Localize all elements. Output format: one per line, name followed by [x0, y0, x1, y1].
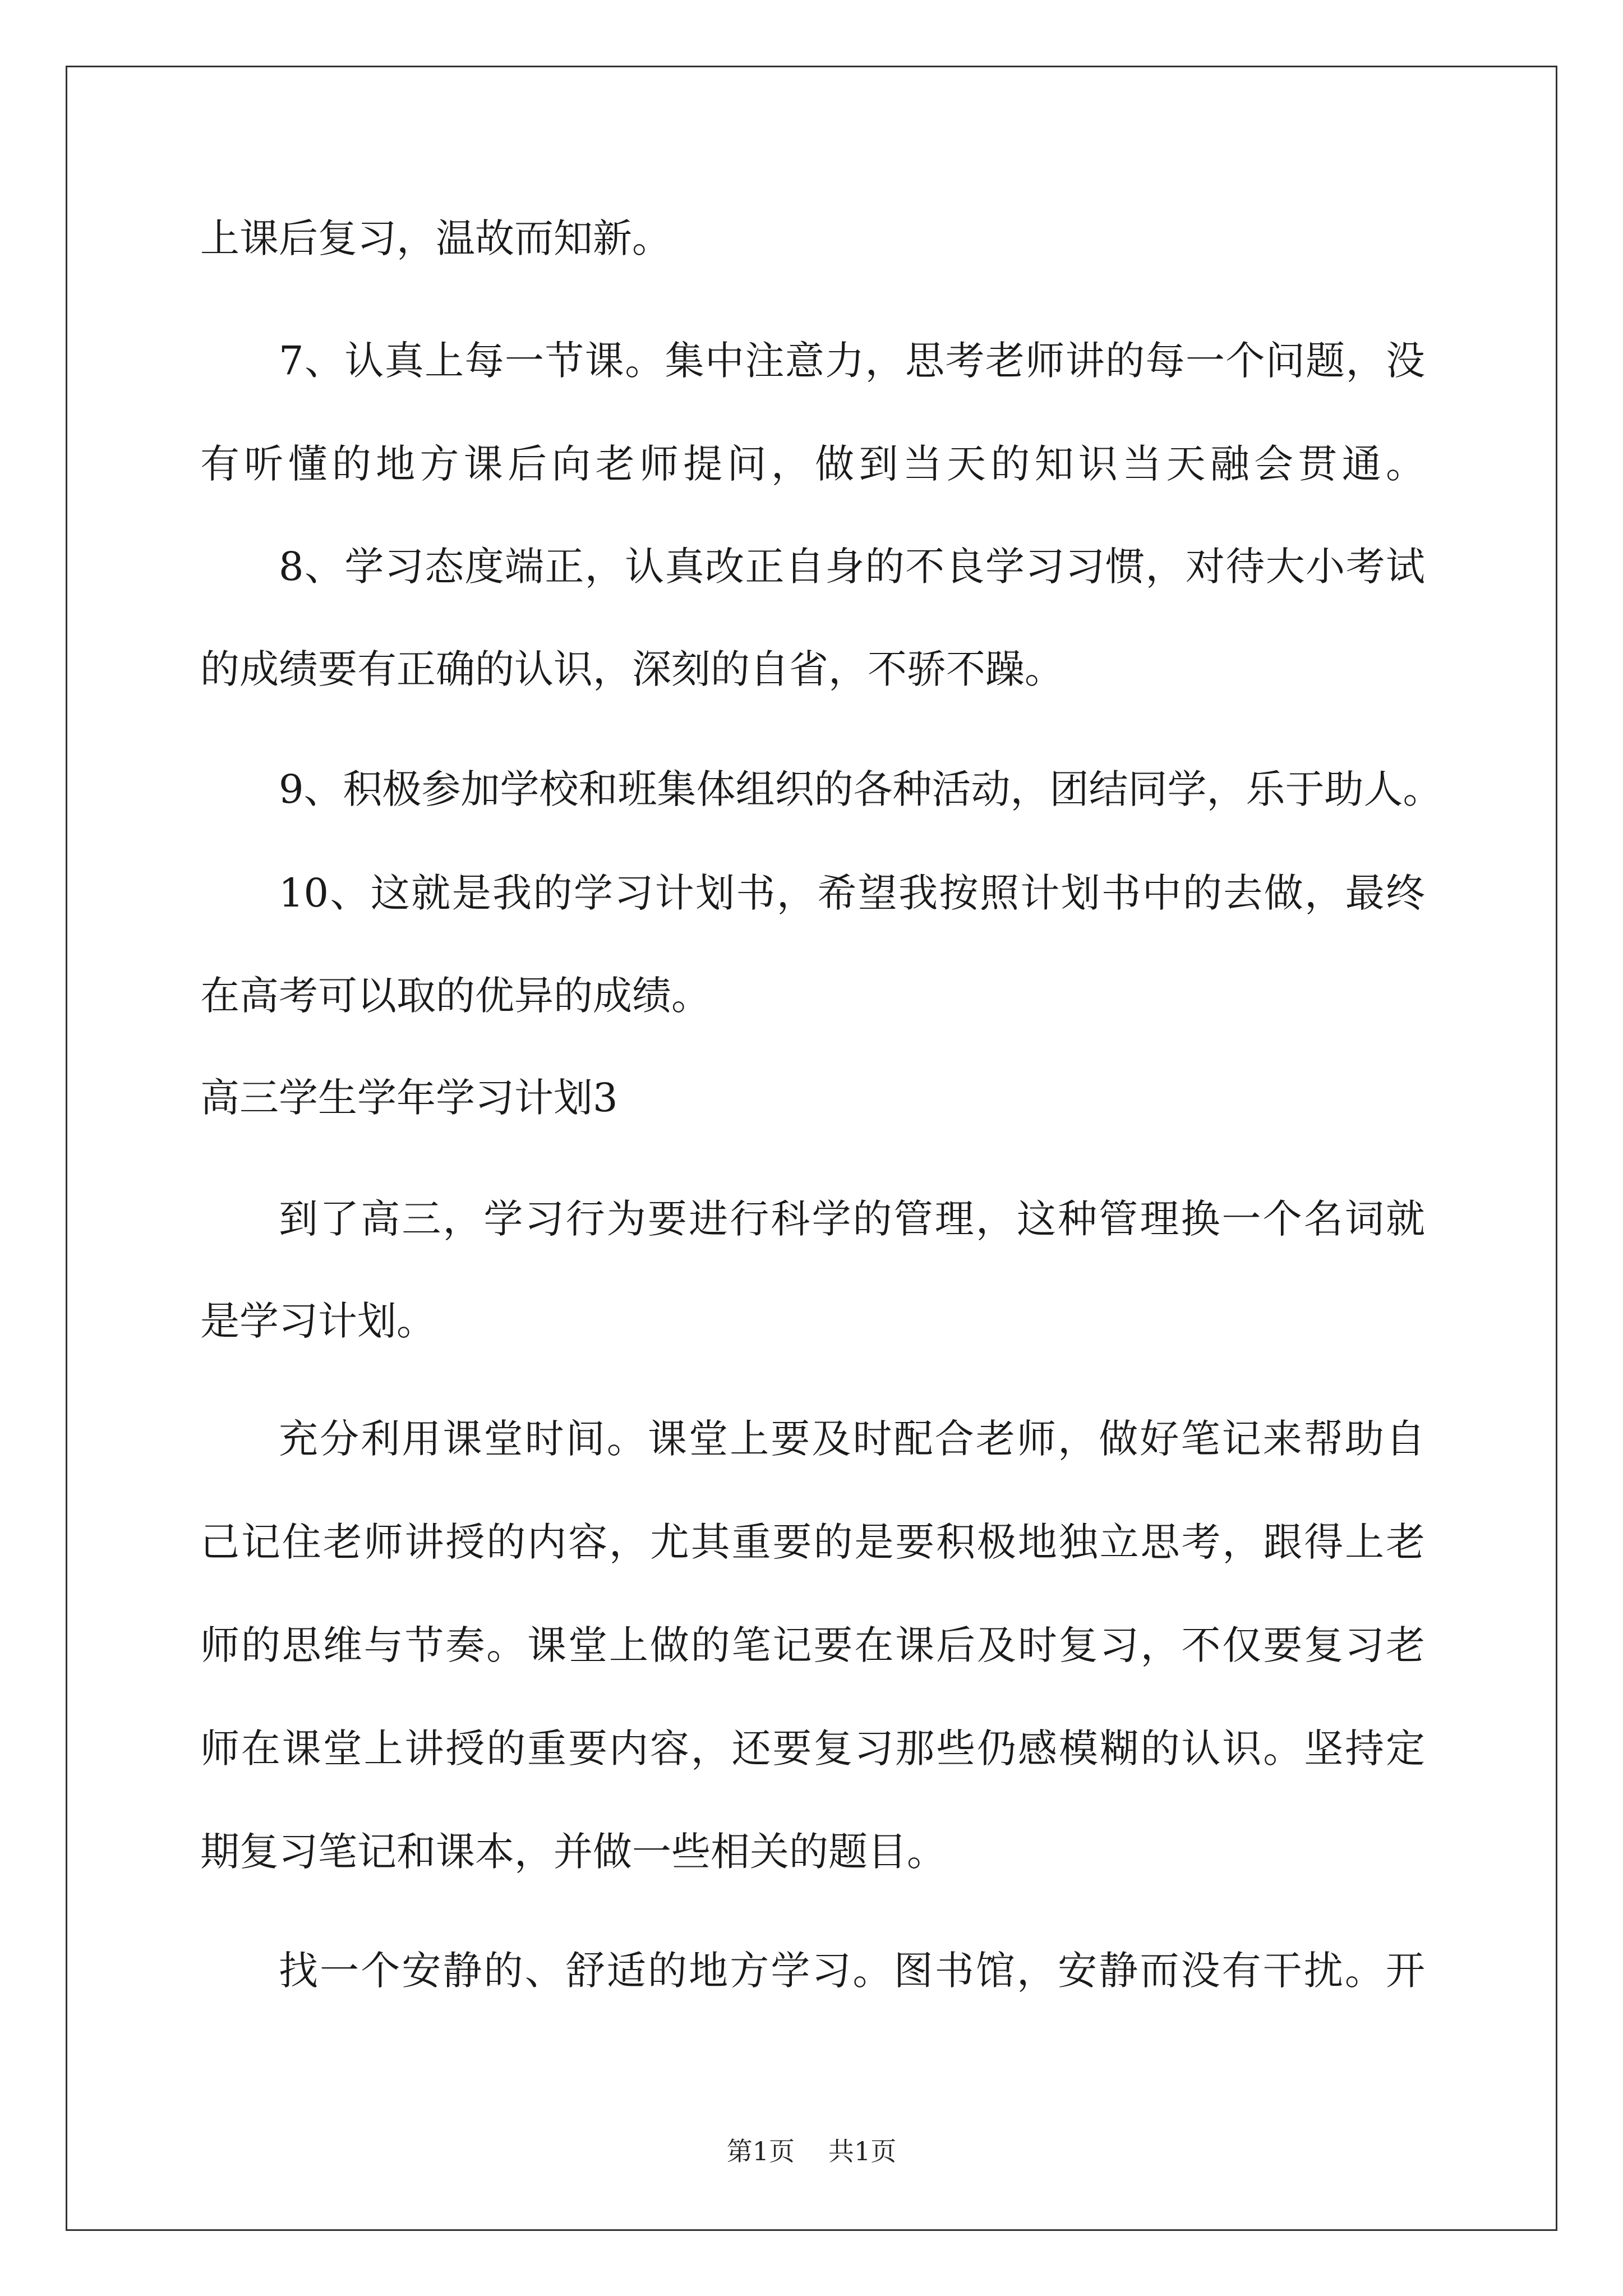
- paragraph-line: 10、这就是我的学习计划书，希望我按照计划书中的去做，最终: [279, 870, 1425, 916]
- paragraph-line: 期复习笔记和课本，并做一些相关的题目。: [200, 1829, 946, 1875]
- paragraph-line: 在高考可以取的优异的成绩。: [200, 973, 711, 1019]
- paragraph-line: 是学习计划。: [200, 1298, 436, 1344]
- paragraph-line: 7、认真上每一节课。集中注意力，思考老师讲的每一个问题，没: [279, 338, 1425, 384]
- page-number: 第1页: [726, 2136, 795, 2166]
- page-footer: [0, 2138, 1623, 2164]
- paragraph-line: 8、学习态度端正，认真改正自身的不良学习习惯，对待大小考试: [279, 544, 1425, 590]
- page-total: 共1页: [828, 2136, 897, 2166]
- paragraph-line: 己记住老师讲授的内容，尤其重要的是要积极地独立思考，跟得上老: [200, 1519, 1425, 1565]
- section-heading: 高三学生学年学习计划3: [200, 1075, 618, 1121]
- paragraph-line: 到了高三，学习行为要进行科学的管理，这种管理换一个名词就: [279, 1196, 1425, 1242]
- page-border: [66, 66, 1557, 2231]
- paragraph-line: 的成绩要有正确的认识，深刻的自省，不骄不躁。: [200, 646, 1064, 692]
- paragraph-line: 上课后复习，温故而知新。: [200, 215, 671, 261]
- paragraph-line: 师在课堂上讲授的重要内容，还要复习那些仍感模糊的认识。坚持定: [200, 1726, 1425, 1772]
- paragraph-line: 师的思维与节奏。课堂上做的笔记要在课后及时复习，不仅要复习老: [200, 1622, 1425, 1668]
- paragraph-line: 找一个安静的、舒适的地方学习。图书馆，安静而没有干扰。开: [279, 1948, 1425, 1994]
- paragraph-line: 充分利用课堂时间。课堂上要及时配合老师，做好笔记来帮助自: [279, 1416, 1425, 1462]
- paragraph-line: 9、积极参加学校和班集体组织的各种活动，团结同学，乐于助人。: [279, 766, 1442, 812]
- paragraph-line: 有听懂的地方课后向老师提问，做到当天的知识当天融会贯通。: [200, 441, 1425, 487]
